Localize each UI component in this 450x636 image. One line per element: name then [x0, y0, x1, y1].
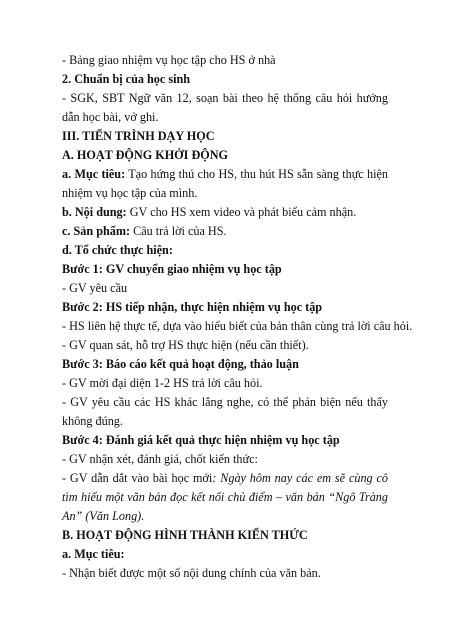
- step-2-heading: Bước 2: HS tiếp nhận, thực hiện nhiệm vụ học tập: [62, 300, 323, 314]
- warmup-content: [62, 203, 388, 222]
- warmup-objective: [62, 165, 388, 203]
- step-3-heading: Bước 3: Báo cáo kết quả hoạt động, thảo luận: [62, 357, 299, 371]
- knowledge-objective-line-1: - Nhận biết được một số nội dung chính của văn bản.: [62, 566, 321, 580]
- step-1-line-1: - GV yêu cầu: [62, 281, 128, 295]
- step-1-heading: Bước 1: GV chuyển giao nhiệm vụ học tập: [62, 262, 282, 276]
- heading-warmup-activity: A. HOẠT ĐỘNG KHỞI ĐỘNG: [62, 148, 229, 162]
- heading-teaching-process: III. TIẾN TRÌNH DẠY HỌC: [62, 129, 215, 143]
- warmup-product: [62, 222, 388, 241]
- content-label: b. Nội dung:: [62, 205, 127, 219]
- objective-label: a. Mục tiêu:: [62, 167, 126, 181]
- knowledge-objective-label: a. Mục tiêu:: [62, 547, 125, 561]
- heading-student-preparation: 2. Chuẩn bị của học sinh: [62, 72, 191, 86]
- step-2-line-2: - GV quan sát, hỗ trợ HS thực hiện (nếu cần thiết).: [62, 338, 309, 352]
- objective-text: Tạo hứng thú cho HS, thu hút HS sẵn sàng thực hiện nhiệm vụ học tập của mình.: [62, 167, 388, 200]
- student-preparation-text: - SGK, SBT Ngữ văn 12, soạn bài theo hệ thống câu hỏi hướng dẫn học bài, vở ghi.: [62, 91, 388, 124]
- step-4-line-1: - GV nhận xét, đánh giá, chốt kiến thức:: [62, 452, 258, 466]
- document-body: [62, 51, 413, 583]
- step-3-line-1: - GV mời đại diện 1-2 HS trả lời câu hỏi.: [62, 376, 263, 390]
- product-label: c. Sản phẩm:: [62, 224, 131, 238]
- step-4-quote: : Ngày hôm nay các em sẽ cùng cô tìm hiểu một văn bản đọc kết nối chủ điểm – văn bản “Ngõ Tràng An” (Văn Long).: [62, 471, 388, 523]
- content-text: GV cho HS xem video và phát biểu cảm nhận.: [126, 205, 357, 219]
- step-4-line-2: [62, 469, 388, 526]
- bullet-homework-sheet: - Bảng giao nhiệm vụ học tập cho HS ở nhà: [62, 53, 276, 67]
- product-text: Câu trả lời của HS.: [130, 224, 227, 238]
- step-3-line-2: - GV yêu cầu các HS khác lắng nghe, có thể phản biện nếu thấy không đúng.: [62, 395, 388, 428]
- organization-label: d. Tổ chức thực hiện:: [62, 243, 173, 257]
- step-4-heading: Bước 4: Đánh giá kết quả thực hiện nhiệm vụ học tập: [62, 433, 340, 447]
- heading-knowledge-activity: B. HOẠT ĐỘNG HÌNH THÀNH KIẾN THỨC: [62, 528, 308, 542]
- step-4-lead-in: - GV dẫn dắt vào bài học mới: [62, 471, 213, 485]
- step-2-line-1: - HS liên hệ thực tế, dựa vào hiểu biết của bản thân cùng trả lời câu hỏi.: [62, 319, 413, 333]
